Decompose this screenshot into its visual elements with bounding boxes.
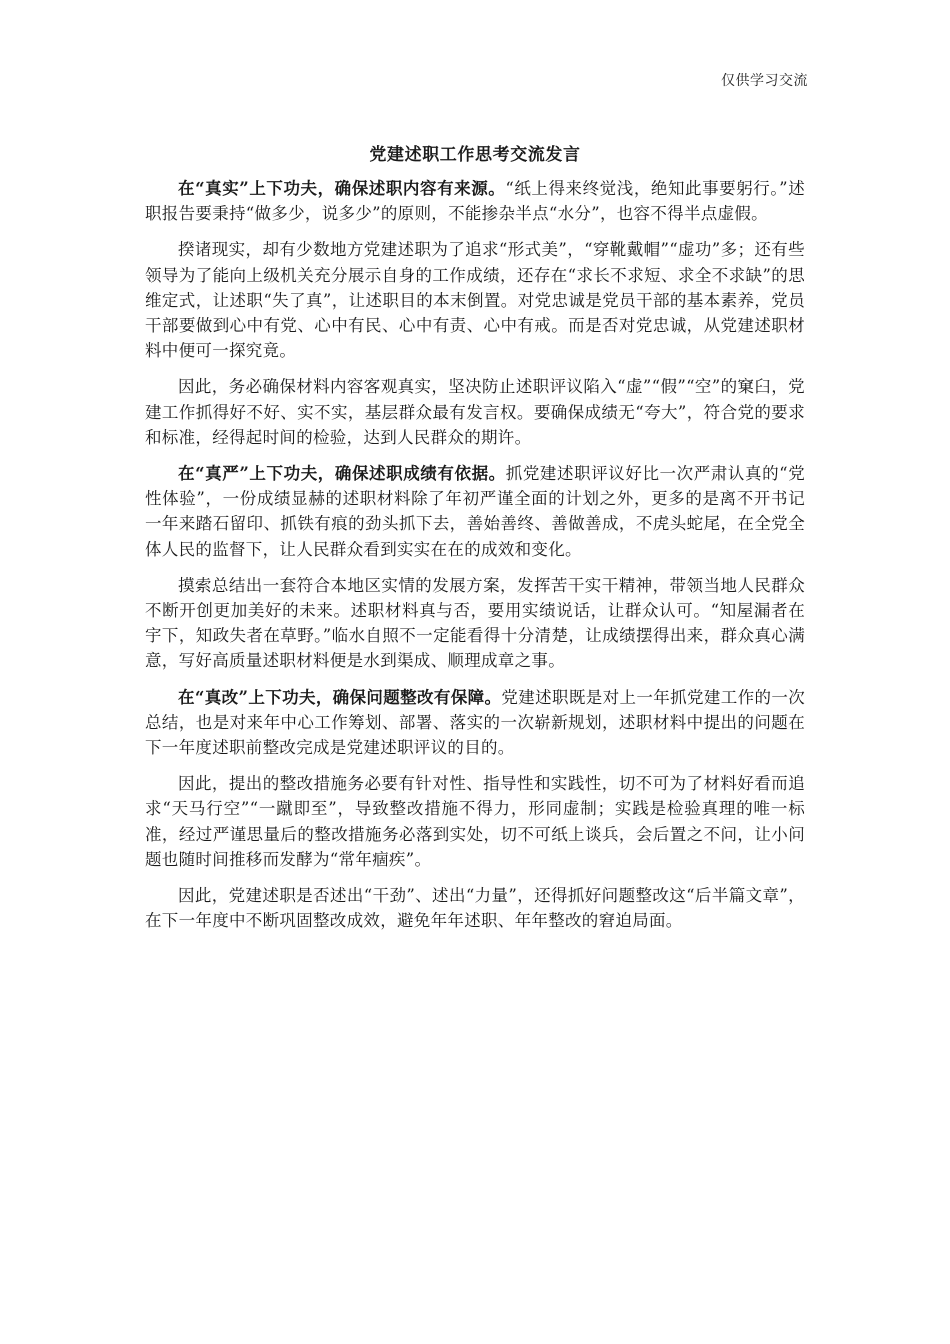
paragraph-lead: 在“真改”上下功夫，确保问题整改有保障。: [178, 687, 502, 707]
paragraph-lead: 在“真严”上下功夫，确保述职成绩有依据。: [178, 464, 506, 484]
paragraph-1: [145, 176, 805, 226]
paragraph-text: 因此，党建述职是否述出“干劲”、述出“力量”，还得抓好问题整改这“后半篇文章”，在下一年度中不断巩固整改成效，避免年年述职、年年整改的窘迫局面。: [145, 886, 805, 931]
paragraph-3: [145, 374, 805, 450]
paragraph-2: [145, 237, 805, 363]
paragraph-lead: 在“真实”上下功夫，确保述职内容有来源。: [178, 179, 506, 198]
paragraph-text: 因此，务必确保材料内容客观真实，坚决防止述职评议陷入“虚”“假”“空”的窠臼，党建工作抓得好不好、实不实，基层群众最有发言权。要确保成绩无“夸大”，符合党的要求和标准，经得起时间的检验，达到人民群众的期许。: [145, 377, 805, 447]
paragraph-7: [145, 771, 805, 872]
paragraph-text: 揆诸现实，却有少数地方党建述职为了追求“形式美”，“穿靴戴帽”“虚功”多；还有些领导为了能向上级机关充分展示自身的工作成绩，还存在“求长不求短、求全不求缺”的思维定式，让述职“失了真”，让述职目的本末倒置。对党忠诚是党员干部的基本素养，党员干部要做到心中有党、心中有民、心中有责、心中有戒。而是否对党忠诚，从党建述职材料中便可一探究竟。: [145, 240, 805, 361]
paragraph-text: 党建述职既是对上一年抓党建工作的一次总结，也是对来年中心工作筹划、部署、落实的一次崭新规划，述职材料中提出的问题在下一年度述职前整改完成是党建述职评议的目的。: [145, 687, 806, 758]
paragraph-5: [145, 573, 805, 674]
document-title: 党建述职工作思考交流发言: [369, 145, 581, 165]
document-body: [145, 176, 805, 944]
paragraph-text: 摸索总结出一套符合本地区实情的发展方案，发挥苦干实干精神，带领当地人民群众不断开创更加美好的未来。述职材料真与否，要用实绩说话，让群众认可。“知屋漏者在宇下，知政失者在草野。”临水自照不一定能看得十分清楚，让成绩摆得出来，群众真心满意，写好高质量述职材料便是水到渠成、顺理成章之事。: [145, 575, 805, 671]
paragraph-6: [145, 685, 805, 761]
paragraph-8: [145, 883, 805, 933]
paragraph-4: [145, 461, 805, 562]
paragraph-text: “纸上得来终觉浅，绝知此事要躬行。”述职报告要秉持“做多少，说多少”的原则，不能掺杂半点“水分”，也容不得半点虚假。: [145, 179, 805, 224]
paragraph-text: 抓党建述职评议好比一次严肃认真的“党性体验”，一份成绩显赫的述职材料除了年初严谨全面的计划之外，更多的是离不开书记一年来踏石留印、抓铁有痕的劲头抓下去，善始善终、善做善成，不虎头蛇尾，在全党全体人民的监督下，让人民群众看到实实在在的成效和变化。: [145, 464, 805, 559]
header-note: 仅供学习交流: [721, 73, 808, 89]
paragraph-text: 因此，提出的整改措施务必要有针对性、指导性和实践性，切不可为了材料好看而追求“天马行空”“一蹴即至”，导致整改措施不得力，形同虚制；实践是检验真理的唯一标准，经过严谨思量后的整改措施务必落到实处，切不可纸上谈兵，会后置之不问，让小问题也随时间推移而发酵为“常年痼疾”。: [145, 774, 805, 869]
